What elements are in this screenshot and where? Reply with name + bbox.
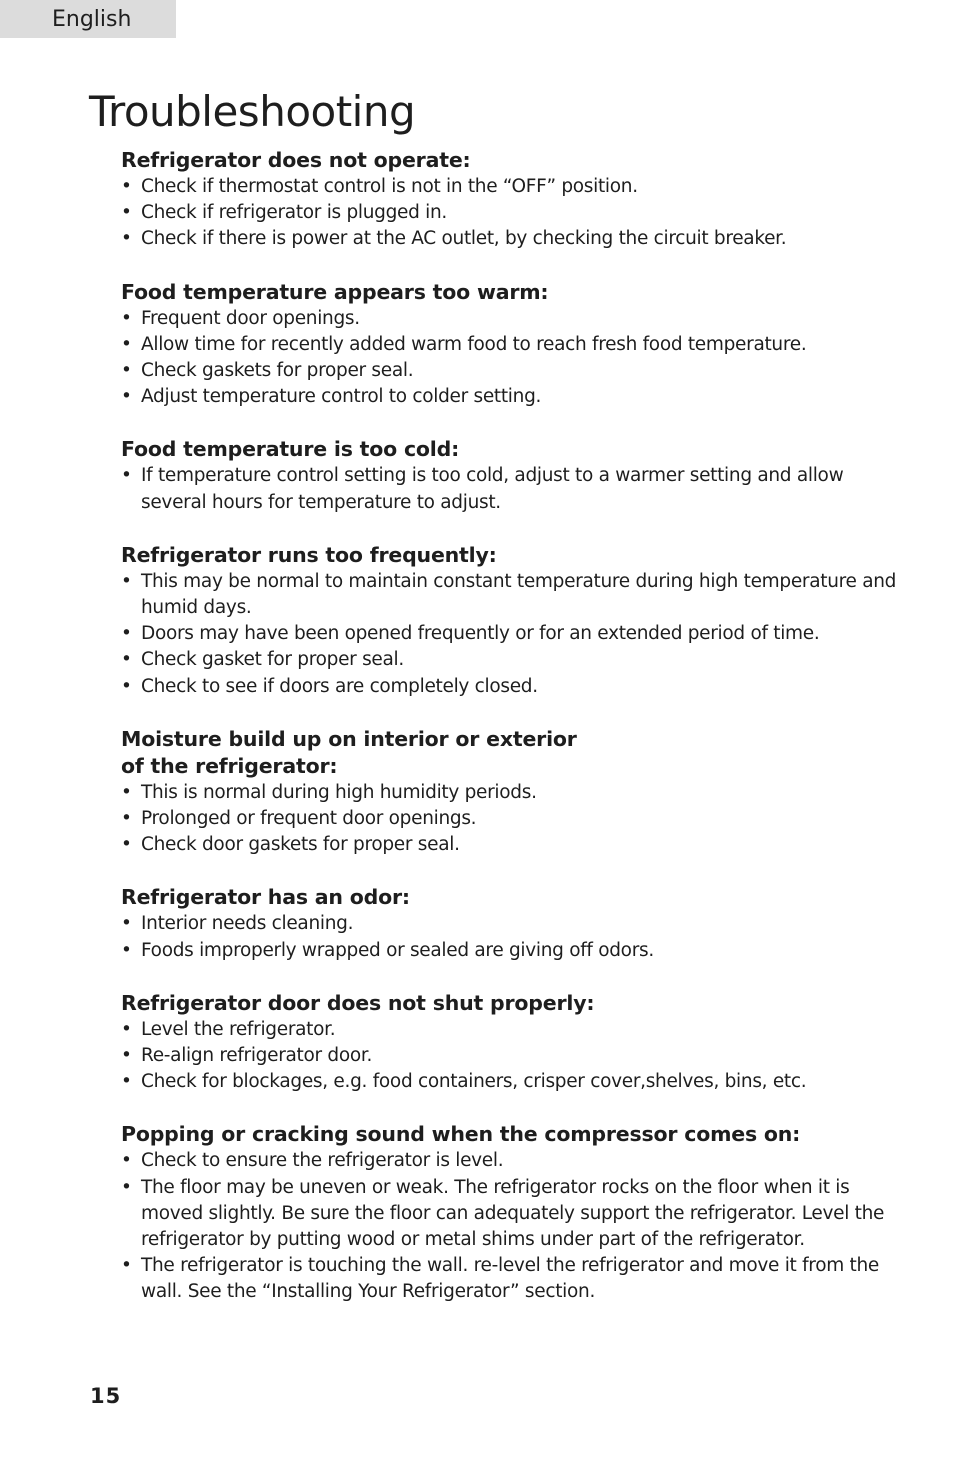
section-item-list xyxy=(121,569,901,700)
list-item: • Allow time for recently added warm food to reach fresh food temperature. xyxy=(121,332,901,358)
troubleshooting-section xyxy=(121,990,901,1096)
list-item: • Doors may have been opened frequently or for an extended period of time. xyxy=(121,621,901,647)
list-item: • This is normal during high humidity periods. xyxy=(121,780,901,806)
section-item-list xyxy=(121,1017,901,1096)
list-item: • Re-align refrigerator door. xyxy=(121,1043,901,1069)
section-item-list xyxy=(121,911,901,963)
section-heading-line: Food temperature is too cold: xyxy=(121,437,460,462)
troubleshooting-section xyxy=(121,884,901,963)
section-heading-line: Refrigerator has an odor: xyxy=(121,885,410,910)
troubleshooting-section xyxy=(121,436,901,515)
section-heading xyxy=(121,990,901,1017)
section-item-list xyxy=(121,780,901,859)
list-item: • Check door gaskets for proper seal. xyxy=(121,832,901,858)
list-item: • Prolonged or frequent door openings. xyxy=(121,806,901,832)
section-item-list xyxy=(121,174,901,253)
troubleshooting-section xyxy=(121,542,901,700)
list-item: • Frequent door openings. xyxy=(121,306,901,332)
list-item: • The floor may be uneven or weak. The refrigerator rocks on the floor when it is moved slightly. Be sure the floor can adequately support the refrigerator. Level the refrigerator by putting wood or metal shims under part of the refrigerator. xyxy=(121,1175,901,1254)
list-item: • This may be normal to maintain constant temperature during high temperature and humid days. xyxy=(121,569,901,621)
list-item: • Check if refrigerator is plugged in. xyxy=(121,200,901,226)
section-heading-line: Refrigerator does not operate: xyxy=(121,148,471,172)
list-item: • Check gasket for proper seal. xyxy=(121,647,901,673)
list-item: • Check gaskets for proper seal. xyxy=(121,358,901,384)
section-item-list xyxy=(121,463,901,515)
troubleshooting-section xyxy=(121,726,901,859)
list-item: • Check for blockages, e.g. food containers, crisper cover,shelves, bins, etc. xyxy=(121,1069,901,1095)
troubleshooting-section xyxy=(121,147,901,253)
list-item: • Level the refrigerator. xyxy=(121,1017,901,1043)
list-item: • Check if thermostat control is not in the “OFF” position. xyxy=(121,174,901,200)
section-item-list xyxy=(121,1148,901,1305)
list-item: • Interior needs cleaning. xyxy=(121,911,901,937)
list-item: • If temperature control setting is too cold, adjust to a warmer setting and allow several hours for temperature to adjust. xyxy=(121,463,901,515)
list-item: • Check to ensure the refrigerator is level. xyxy=(121,1148,901,1174)
section-heading-line: Food temperature appears too warm: xyxy=(121,279,549,304)
list-item: • Check if there is power at the AC outlet, by checking the circuit breaker. xyxy=(121,226,901,252)
list-item: • Foods improperly wrapped or sealed are giving off odors. xyxy=(121,938,901,964)
section-heading xyxy=(121,726,901,780)
section-heading-line: of the refrigerator: xyxy=(121,753,338,778)
section-heading xyxy=(121,279,901,306)
section-heading xyxy=(121,436,901,463)
section-heading xyxy=(121,1121,901,1148)
list-item: • Check to see if doors are completely closed. xyxy=(121,674,901,700)
list-item: • Adjust temperature control to colder setting. xyxy=(121,384,901,410)
list-item: • The refrigerator is touching the wall. re-level the refrigerator and move it from the wall. See the “Installing Your Refrigerator” section. xyxy=(121,1253,901,1305)
section-heading xyxy=(121,884,901,911)
section-heading xyxy=(121,542,901,569)
troubleshooting-content xyxy=(121,147,901,1332)
section-heading-line: Popping or cracking sound when the compressor comes on: xyxy=(121,1122,801,1147)
page-title: Troubleshooting xyxy=(89,87,416,136)
section-item-list xyxy=(121,306,901,411)
troubleshooting-section xyxy=(121,1121,901,1305)
page-number: 15 xyxy=(90,1384,122,1408)
section-heading xyxy=(121,147,901,174)
language-tab: English xyxy=(0,0,176,38)
troubleshooting-section xyxy=(121,279,901,411)
section-heading-line: Moisture build up on interior or exterior xyxy=(121,726,577,751)
section-heading-line: Refrigerator door does not shut properly: xyxy=(121,990,595,1015)
section-heading-line: Refrigerator runs too frequently: xyxy=(121,542,497,567)
